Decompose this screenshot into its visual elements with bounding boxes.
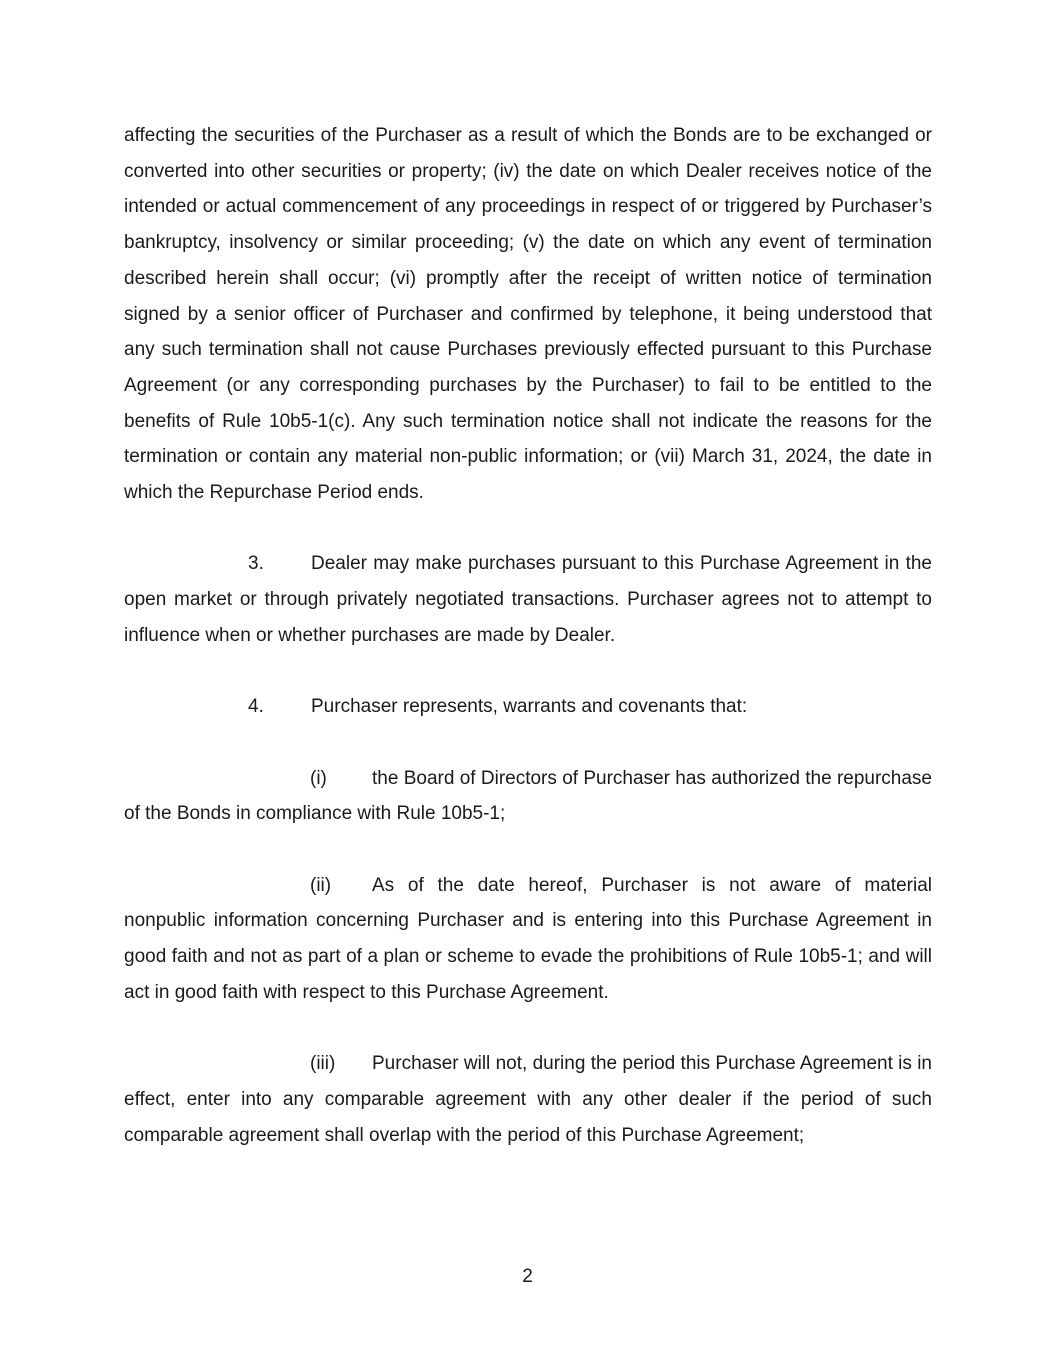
item-iii-number: (iii) [310, 1053, 336, 1075]
section-4-paragraph [124, 689, 932, 725]
paragraph-spacer [124, 832, 932, 868]
paragraph-spacer [124, 725, 932, 761]
item-iii-text: Purchaser will not, during the period this Purchase Agreement is in effect, enter into any comparable agreement with any other dealer if the period of such comparable agreement shall overlap with the period of this Purchase Agreement; [124, 1053, 932, 1146]
section-3-text: Dealer may make purchases pursuant to this Purchase Agreement in the open market or through privately negotiated transactions. Purchaser agrees not to attempt to influence when or whether purchases are made by Dealer. [124, 553, 932, 646]
item-ii-text: As of the date hereof, Purchaser is not aware of material nonpublic information concerning Purchaser and is entering into this Purchase Agreement in good faith and not as part of a plan or scheme to evade the prohibitions of Rule 10b5-1; and will act in good faith with respect to this Purchase Agreement. [124, 874, 932, 1003]
section-3-paragraph [124, 546, 932, 653]
section-4-text: Purchaser represents, warrants and covenants that: [311, 696, 748, 718]
item-i-text: the Board of Directors of Purchaser has authorized the repurchase of the Bonds in compliance with Rule 10b5-1; [124, 767, 932, 825]
section-4-item-ii [124, 868, 932, 1011]
continuation-paragraph: affecting the securities of the Purchaser as a result of which the Bonds are to be exchanged or converted into other securities or property; (iv) the date on which Dealer receives notice of the intended or actual commencement of any proceedings in respect of or triggered by Purchaser’s bankruptcy, insolvency or similar proceeding; (v) the date on which any event of termination described herein shall occur; (vi) promptly after the receipt of written notice of termination signed by a senior officer of Purchaser and confirmed by telephone, it being understood that any such termination shall not cause Purchases previously effected pursuant to this Purchase Agreement (or any corresponding purchases by the Purchaser) to fail to be entitled to the benefits of Rule 10b5-1(c). Any such termination notice shall not indicate the reasons for the termination or contain any material non-public information; or (vii) March 31, 2024, the date in which the Repurchase Period ends. [124, 125, 932, 504]
section-3-number: 3. [248, 553, 264, 575]
page-number: 2 [522, 1266, 533, 1287]
document-body [124, 118, 932, 1153]
paragraph-spacer [124, 511, 932, 547]
section-4-item-i [124, 761, 932, 832]
section-4-number: 4. [248, 696, 264, 718]
section-4-item-iii [124, 1046, 932, 1153]
item-ii-number: (ii) [310, 874, 332, 896]
item-i-number: (i) [310, 767, 327, 789]
paragraph-spacer [124, 654, 932, 690]
paragraph-spacer [124, 1011, 932, 1047]
